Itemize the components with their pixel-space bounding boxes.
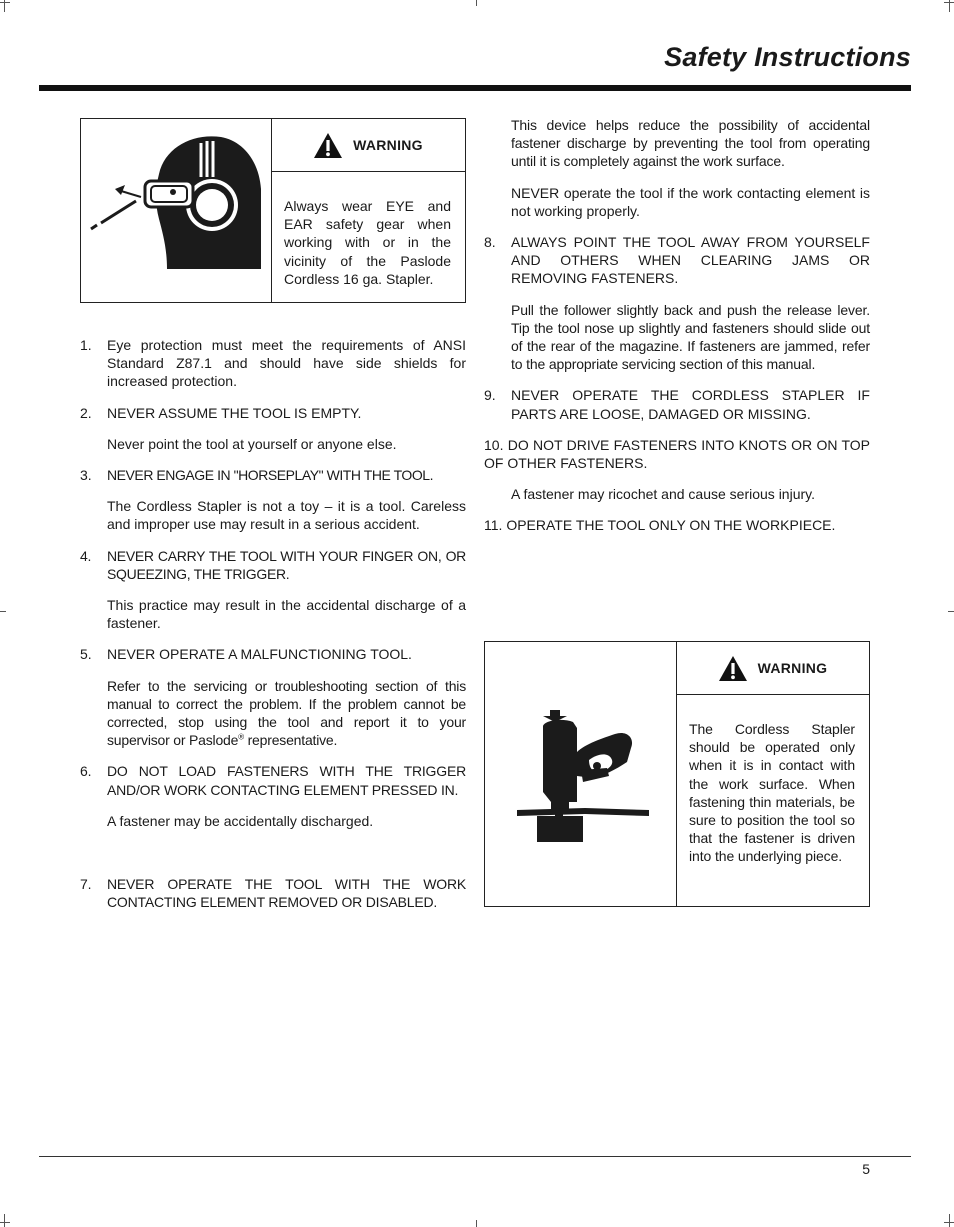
- warning-header: [676, 642, 869, 695]
- warning-triangle-icon: [313, 132, 343, 159]
- right-column: [484, 116, 870, 548]
- crop-mark: [4, 0, 5, 12]
- crop-mark: [476, 0, 477, 6]
- list-item-4: 4. NEVER CARRY THE TOOL WITH YOUR FINGER ON, OR SQUEEZING, THE TRIGGER.: [80, 547, 466, 582]
- warning-box-eye-ear: [80, 118, 466, 303]
- list-item-5-note: Refer to the servicing or troubleshooting section of this manual to correct the problem. If the problem cannot be corrected, stop using the tool and report it to your supervisor or Paslode® representative.: [107, 677, 466, 749]
- list-item-6: 6. DO NOT LOAD FASTENERS WITH THE TRIGGER AND/OR WORK CONTACTING ELEMENT PRESSED IN.: [80, 763, 466, 798]
- crop-mark: [0, 611, 6, 612]
- crop-mark: [949, 1214, 950, 1227]
- list-item-6-note: A fastener may be accidentally discharged.: [107, 812, 374, 829]
- stapler-illustration: [485, 642, 677, 906]
- list-item-2: 2. NEVER ASSUME THE TOOL IS EMPTY.: [80, 404, 362, 421]
- footer-divider: [39, 1156, 911, 1157]
- list-item-7: 7. NEVER OPERATE THE TOOL WITH THE WORK CONTACTING ELEMENT REMOVED OR DISABLED.: [80, 876, 466, 911]
- list-item-3-note: The Cordless Stapler is not a toy – it is a tool. Careless and improper use may result in a serious accident.: [107, 498, 466, 533]
- list-item-9: 9. NEVER OPERATE THE CORDLESS STAPLER IF PARTS ARE LOOSE, DAMAGED OR MISSING.: [484, 387, 870, 422]
- safety-gear-illustration: [81, 119, 272, 302]
- crop-mark: [0, 1222, 10, 1223]
- title-divider: [39, 85, 911, 91]
- crop-mark: [949, 0, 950, 12]
- stapler-on-workpiece-icon: [485, 642, 675, 906]
- list-item-3: 3. NEVER ENGAGE IN "HORSEPLAY" WITH THE TOOL.: [80, 467, 434, 484]
- list-item-5: 5. NEVER OPERATE A MALFUNCTIONING TOOL.: [80, 646, 412, 663]
- list-item-8-note: Pull the follower slightly back and push the release lever. Tip the tool nose up slightly and fasteners should slide out of the rear of the magazine. If fasteners are jammed, refer to the appropriate servicing section of this manual.: [511, 301, 870, 373]
- crop-mark: [0, 2, 10, 3]
- list-item-7-note-2: NEVER operate the tool if the work contacting element is not working properly.: [511, 184, 870, 219]
- list-item-10-note: A fastener may ricochet and cause serious injury.: [511, 486, 816, 503]
- warning-text: Always wear EYE and EAR safety gear when working with or in the vicinity of the Paslode Cordless 16 ga. Stapler.: [284, 198, 451, 287]
- warning-label: WARNING: [757, 660, 828, 676]
- warning-text: The Cordless Stapler should be operated only when it is in contact with the work surface. When fastening thin materials, be sure to position the tool so that the fastener is driven into the underlying piece.: [689, 721, 855, 865]
- crop-mark: [476, 1220, 477, 1227]
- crop-mark: [4, 1214, 5, 1227]
- list-item-2-note: Never point the tool at yourself or anyone else.: [107, 435, 397, 452]
- crop-mark: [948, 611, 954, 612]
- list-item-11: 11. OPERATE THE TOOL ONLY ON THE WORKPIECE.: [484, 517, 836, 534]
- warning-header: [271, 119, 465, 172]
- left-column: [80, 336, 466, 924]
- warning-triangle-icon: [718, 655, 748, 682]
- list-item-10: 10. DO NOT DRIVE FASTENERS INTO KNOTS OR ON TOP OF OTHER FASTENERS.: [484, 436, 870, 472]
- page-title: Safety Instructions: [664, 42, 911, 72]
- list-item-8: 8. ALWAYS POINT THE TOOL AWAY FROM YOURSELF AND OTHERS WHEN CLEARING JAMS OR REMOVING FASTENERS.: [484, 234, 870, 287]
- head-with-safety-gear-icon: [81, 119, 271, 302]
- list-item-7-note-1: This device helps reduce the possibility of accidental fastener discharge by preventing the tool from operating until it is completely against the work surface.: [511, 117, 870, 170]
- page-number: 5: [862, 1161, 870, 1177]
- list-item-4-note: This practice may result in the accidental discharge of a fastener.: [107, 597, 466, 632]
- list-item-1: 1. Eye protection must meet the requirements of ANSI Standard Z87.1 and should have side shields for increased protection.: [80, 337, 466, 390]
- warning-label: WARNING: [353, 137, 423, 153]
- warning-box-stapler-contact: [484, 641, 870, 907]
